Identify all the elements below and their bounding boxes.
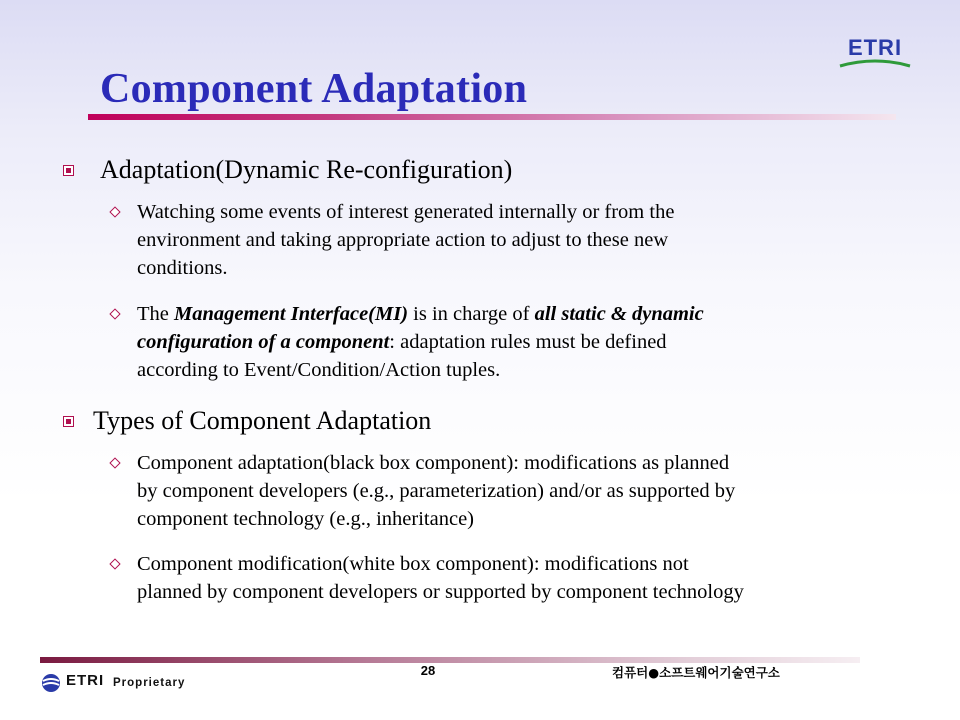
item-bullet-icon [109, 206, 120, 217]
bullet-item [137, 449, 927, 533]
etri-logo [838, 36, 912, 68]
emphasis-text: configuration of a component [137, 331, 390, 353]
text-run: The [137, 303, 174, 325]
item-line: environment and taking appropriate action to adjust to these new [137, 229, 669, 251]
globe-icon [40, 672, 62, 694]
item-bullet-icon [109, 457, 120, 468]
text-run: : adaptation rules must be defined [389, 331, 667, 353]
item-line: component technology (e.g., inheritance) [137, 508, 474, 530]
emphasis-text: Management Interface(MI) [174, 303, 409, 325]
slide-title: Component Adaptation [100, 66, 528, 112]
item-bullet-icon [109, 308, 120, 319]
section-bullet-icon [63, 165, 74, 176]
item-line: conditions. [137, 257, 228, 279]
item-line [137, 328, 927, 356]
footer-tagline: Proprietary [113, 677, 186, 689]
page-number: 28 [420, 663, 436, 678]
footer-logo [40, 672, 220, 694]
item-line: Watching some events of interest generated internally or from the [137, 201, 675, 223]
footer-brand: ETRI [66, 672, 105, 689]
logo-wordmark: ETRI [847, 35, 903, 60]
item-line: according to Event/Condition/Action tuples. [137, 359, 501, 381]
section-heading: Adaptation(Dynamic Re-configuration) [100, 155, 513, 184]
item-line: Component adaptation(black box component): modifications as planned [137, 452, 730, 474]
item-line: planned by component developers or supported by component technology [137, 581, 744, 603]
section-heading: Types of Component Adaptation [93, 406, 432, 435]
bullet-item [137, 550, 927, 606]
logo-swoosh-icon [838, 58, 912, 68]
item-line [137, 300, 927, 328]
bullet-item [137, 198, 927, 282]
bullet-item [137, 300, 927, 384]
emphasis-text: all static & dynamic [534, 303, 704, 325]
item-bullet-icon [109, 558, 120, 569]
section-bullet-icon [63, 416, 74, 427]
text-run: is in charge of [408, 303, 535, 325]
title-underline [88, 114, 896, 120]
item-line: Component modification(white box component): modifications not [137, 553, 689, 575]
item-line: by component developers (e.g., parameterization) and/or as supported by [137, 480, 736, 502]
institute-name: 컴퓨터●소프트웨어기술연구소 [612, 665, 780, 680]
